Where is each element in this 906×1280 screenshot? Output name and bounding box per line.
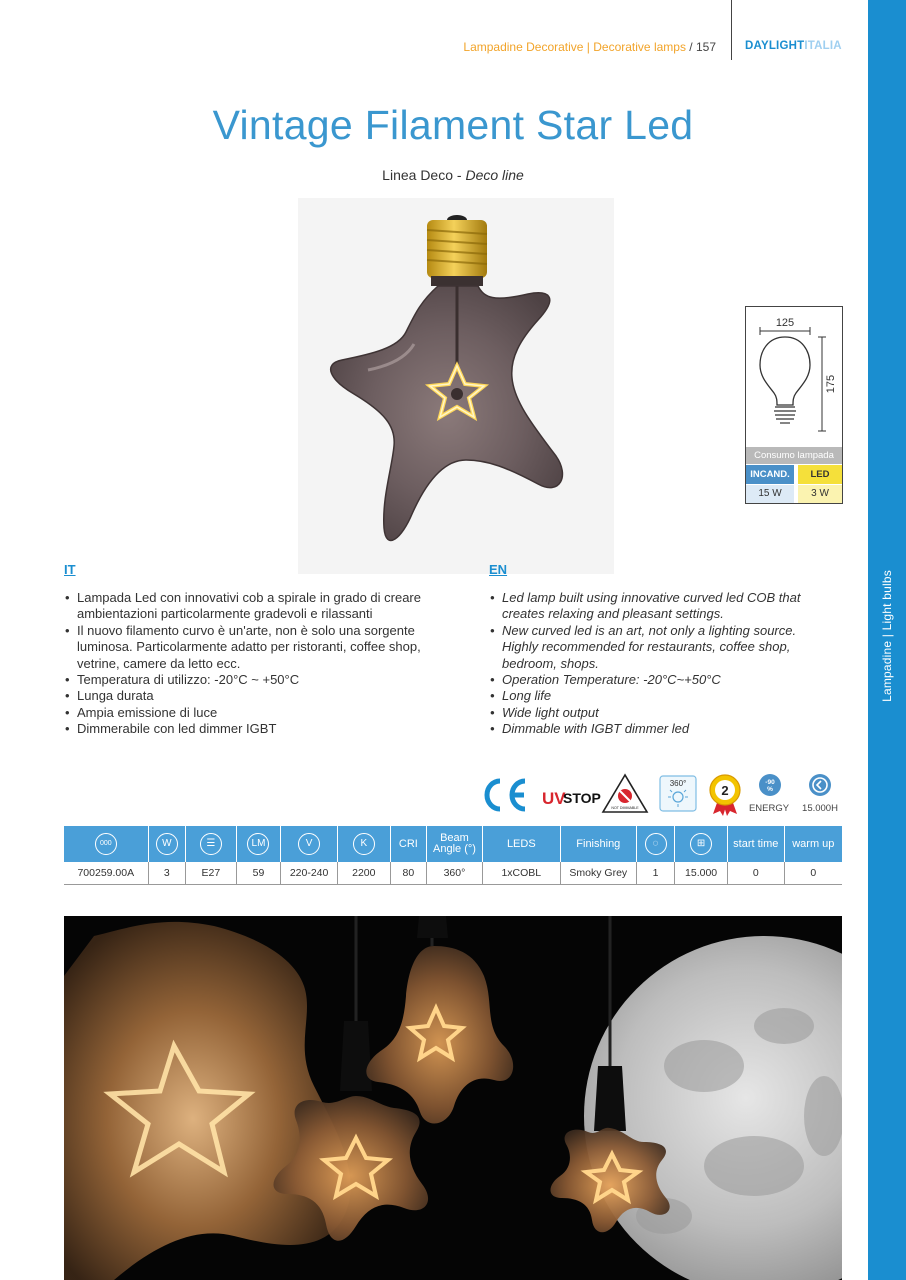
table-row (64, 862, 842, 885)
svg-text:15.000H: 15.000H (802, 803, 838, 814)
list-item: • Lunga durata (64, 688, 444, 704)
packaging-column-header (636, 826, 674, 862)
not-dimmable-icon (603, 775, 647, 812)
table-cell: 1 (636, 862, 674, 885)
lifetime-icon: ⊞ (690, 833, 712, 855)
table-cell: 15.000 (675, 862, 728, 885)
lifetime-clock-icon (802, 774, 838, 814)
incand-value: 15 W (746, 485, 794, 503)
dimension-box (745, 306, 843, 504)
list-item: • Led lamp built using innovative curved led COB that creates relaxing and pleasant settings. (489, 590, 834, 623)
lifestyle-scene (64, 916, 842, 1280)
page-title: Vintage Filament Star Led (212, 102, 694, 148)
beam-360-icon (660, 776, 696, 811)
watt-column-header (148, 826, 185, 862)
table-cell: 1xCOBL (482, 862, 560, 885)
led-label: LED (798, 465, 842, 484)
star-bulb-image (298, 198, 614, 574)
table-cell: 0 (727, 862, 784, 885)
code-icon: 000 (95, 833, 117, 855)
header-category: Lampadine Decorative | Decorative lamps (463, 40, 686, 54)
table-cell: 59 (236, 862, 281, 885)
uv-stop-icon (542, 789, 601, 808)
brand-logo (745, 40, 842, 52)
page-subtitle (0, 167, 906, 183)
svg-text:360°: 360° (669, 779, 687, 788)
list-item: • Dimmerabile con led dimmer IGBT (64, 721, 444, 737)
list-item: • New curved led is an art, not only a lighting source. Highly recommended for restaurants, coffee shop, bedroom, shops. (489, 623, 834, 672)
list-item: • Dimmable with IGBT dimmer led (489, 721, 834, 737)
warm-up-column-header: warm up (784, 826, 842, 862)
lumen-column-header (236, 826, 281, 862)
watt-icon: W (156, 833, 178, 855)
feature-icons (480, 770, 842, 818)
header-divider (731, 0, 732, 60)
svg-text:UV: UV (542, 789, 566, 808)
product-photo (298, 198, 614, 574)
kelvin-icon: K (353, 833, 375, 855)
leds-column-header: LEDS (482, 826, 560, 862)
consumo-label: Consumo lampada (746, 447, 842, 464)
list-item: • Temperatura di utilizzo: -20°C ~ +50°C (64, 672, 444, 688)
dim-width-text: 125 (775, 317, 795, 329)
en-description-list (489, 590, 834, 738)
start-time-column-header: start time (727, 826, 784, 862)
svg-text:%: % (767, 786, 773, 793)
lumen-icon: LM (247, 833, 269, 855)
finishing-column-header: Finishing (560, 826, 636, 862)
it-heading: IT (64, 562, 76, 577)
svg-text:2: 2 (721, 783, 729, 798)
list-item: • Operation Temperature: -20°C~+50°C (489, 672, 834, 688)
svg-text:ENERGY: ENERGY (748, 803, 790, 814)
lifetime-column-header (675, 826, 728, 862)
header-page-sep: / (685, 40, 696, 54)
list-item: • Il nuovo filamento curvo è un'arte, non è solo una sorgente luminosa. Particolarmente adatto per ristoranti, coffee shop, vetrine, camere da letto ecc. (64, 623, 444, 672)
bulb-dimension-drawing (746, 307, 842, 447)
table-cell: Smoky Grey (560, 862, 636, 885)
table-cell: 360° (427, 862, 483, 885)
header-section (463, 40, 716, 54)
kelvin-column-header (337, 826, 390, 862)
spec-header-row (64, 826, 842, 862)
subtitle-it: Linea Deco - (382, 167, 466, 183)
list-item: • Long life (489, 688, 834, 704)
volt-column-header (281, 826, 338, 862)
beam-angle-column-header: Beam Angle (°) (427, 826, 483, 862)
table-cell: 80 (390, 862, 426, 885)
code-column-header (64, 826, 148, 862)
en-heading: EN (489, 562, 508, 577)
it-description-list (64, 590, 444, 738)
incand-label: INCAND. (746, 465, 794, 484)
subtitle-en: Deco line (465, 167, 524, 183)
svg-text:-90: -90 (765, 779, 775, 786)
energy-saving-icon (749, 774, 790, 814)
volt-icon: V (298, 833, 320, 855)
svg-text:NOT DIMMABLE: NOT DIMMABLE (611, 806, 639, 810)
brand-secondary: ITALIA (804, 40, 842, 52)
side-band-label: Lampadine | Light bulbs (880, 570, 894, 702)
spec-table (64, 826, 842, 885)
header-page-number: 157 (695, 40, 716, 54)
brand-primary: DAYLIGHT (745, 40, 805, 52)
warranty-icon (710, 775, 740, 816)
table-cell: 3 (148, 862, 185, 885)
cri-column-header: CRI (390, 826, 426, 862)
table-cell: E27 (186, 862, 237, 885)
list-item: • Ampia emissione di luce (64, 705, 444, 721)
socket-column-header (186, 826, 237, 862)
lifestyle-photo (64, 916, 842, 1280)
svg-text:STOP: STOP (563, 790, 601, 806)
table-cell: 2200 (337, 862, 390, 885)
table-cell: 700259.00A (64, 862, 148, 885)
feature-icons-svg (480, 770, 842, 818)
table-cell: 220-240 (281, 862, 338, 885)
socket-icon: ☰ (200, 833, 222, 855)
list-item: • Lampada Led con innovativi cob a spirale in grado di creare ambientazioni particolarmente gradevoli e rilassanti (64, 590, 444, 623)
ce-mark-icon (487, 781, 525, 809)
led-value: 3 W (798, 485, 842, 503)
list-item: • Wide light output (489, 705, 834, 721)
packaging-icon: ◌ (645, 833, 667, 855)
dim-height-text: 175 (825, 374, 837, 394)
table-cell: 0 (784, 862, 842, 885)
